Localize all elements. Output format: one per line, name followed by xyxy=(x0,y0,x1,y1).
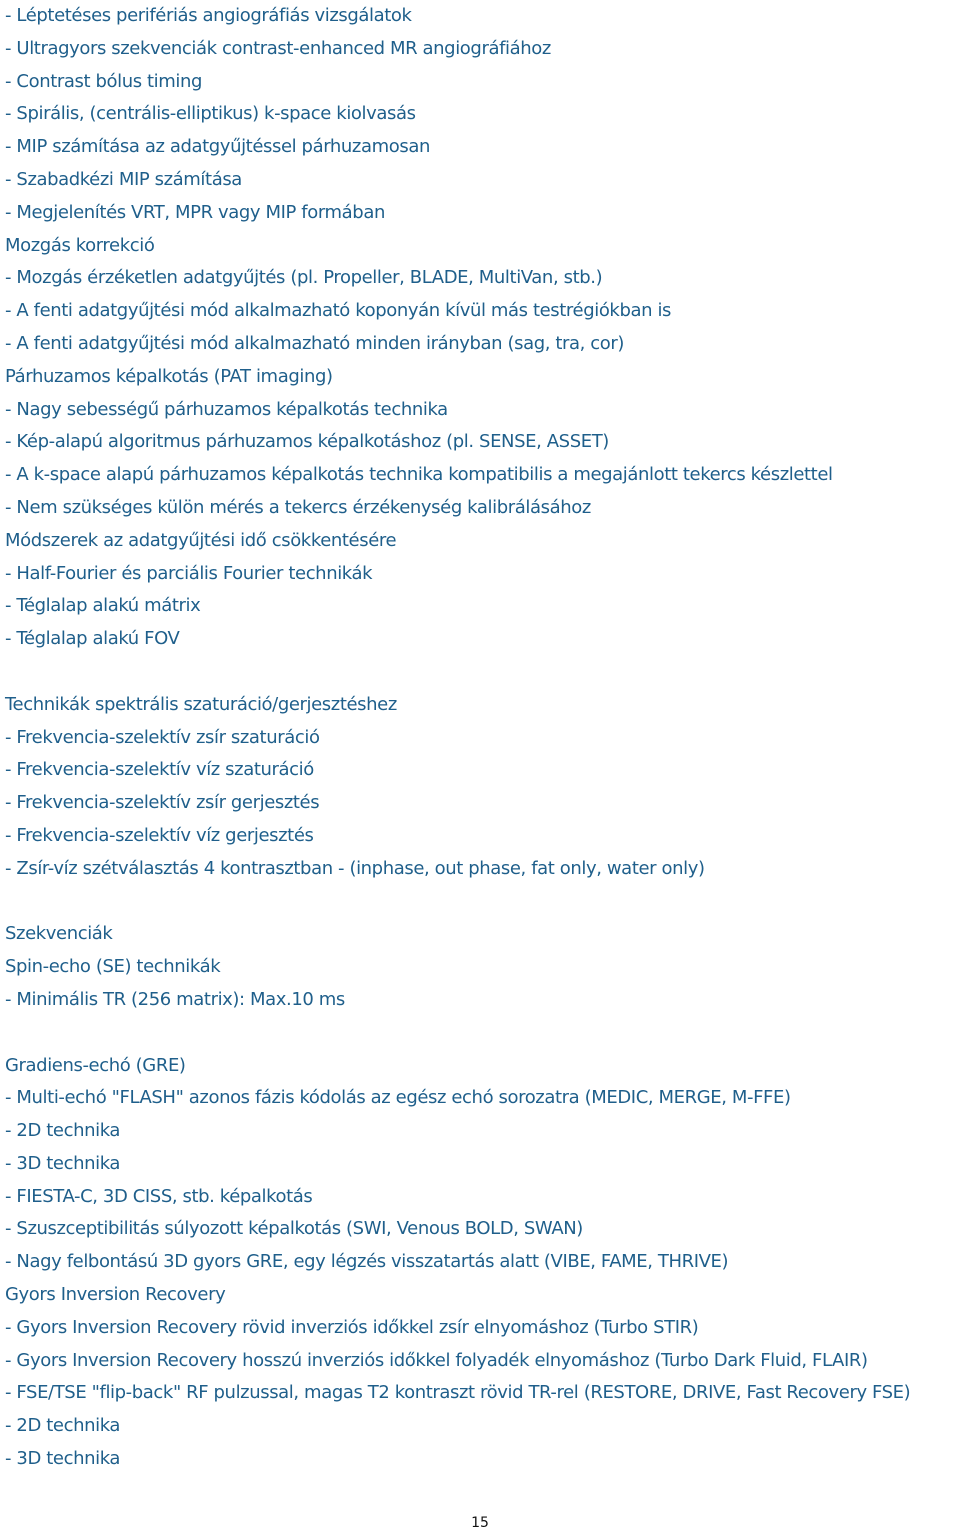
list-item: - Frekvencia-szelektív víz szaturáció xyxy=(5,759,314,781)
list-item: - Contrast bólus timing xyxy=(5,70,203,92)
list-item: - Szuszceptibilitás súlyozott képalkotás (SWI, Venous BOLD, SWAN) xyxy=(5,1218,583,1240)
list-item: - Frekvencia-szelektív víz gerjesztés xyxy=(5,824,314,846)
section-heading: Mozgás korrekció xyxy=(5,234,155,256)
list-item: - Mozgás érzéketlen adatgyűjtés (pl. Propeller, BLADE, MultiVan, stb.) xyxy=(5,267,603,289)
list-item: - Téglalap alakú mátrix xyxy=(5,595,201,617)
blank-line xyxy=(5,886,960,919)
list-item: - Minimális TR (256 matrix): Max.10 ms xyxy=(5,988,345,1010)
page-number: 15 xyxy=(471,1515,489,1531)
list-item: - Szabadkézi MIP számítása xyxy=(5,168,242,190)
list-item: - 2D technika xyxy=(5,1120,121,1142)
list-item: - A fenti adatgyűjtési mód alkalmazható koponyán kívül más testrégiókban is xyxy=(5,300,672,322)
list-item: - A k-space alapú párhuzamos képalkotás technika kompatibilis a megajánlott tekercs készlettel xyxy=(5,464,833,486)
list-item: - Frekvencia-szelektív zsír gerjesztés xyxy=(5,792,320,814)
list-item: - Frekvencia-szelektív zsír szaturáció xyxy=(5,726,320,748)
section-heading: Technikák spektrális szaturáció/gerjesztéshez xyxy=(5,693,397,715)
list-item: - Nagy sebességű párhuzamos képalkotás technika xyxy=(5,398,448,420)
list-item: - Half-Fourier és parciális Fourier technikák xyxy=(5,562,373,584)
list-item: - Gyors Inversion Recovery hosszú inverziós időkkel folyadék elnyomáshoz (Turbo Dark Fluid, FLAIR) xyxy=(5,1349,868,1371)
section-heading: Gradiens-echó (GRE) xyxy=(5,1054,186,1076)
list-item: - Ultragyors szekvenciák contrast-enhanced MR angiográfiához xyxy=(5,37,551,59)
list-item: - Megjelenítés VRT, MPR vagy MIP formában xyxy=(5,201,385,223)
list-item: - 3D technika xyxy=(5,1448,121,1470)
blank-line xyxy=(5,656,960,689)
section-heading: Gyors Inversion Recovery xyxy=(5,1284,226,1306)
section-heading: Spin-echo (SE) technikák xyxy=(5,956,221,978)
list-item: - Multi-echó "FLASH" azonos fázis kódolás az egész echó sorozatra (MEDIC, MERGE, M-FFE) xyxy=(5,1087,791,1109)
list-item: - 2D technika xyxy=(5,1415,121,1437)
list-item: - MIP számítása az adatgyűjtéssel párhuzamosan xyxy=(5,136,430,158)
list-item: - Spirális, (centrális-elliptikus) k-space kiolvasás xyxy=(5,103,416,125)
list-item: - Nagy felbontású 3D gyors GRE, egy légzés visszatartás alatt (VIBE, FAME, THRIVE) xyxy=(5,1251,729,1273)
section-heading: Módszerek az adatgyűjtési idő csökkentésére xyxy=(5,529,397,551)
section-heading: Párhuzamos képalkotás (PAT imaging) xyxy=(5,365,333,387)
list-item: - FSE/TSE "flip-back" RF pulzussal, magas T2 kontraszt rövid TR-rel (RESTORE, DRIVE, Fast Recovery FSE) xyxy=(5,1382,911,1404)
list-item: - Nem szükséges külön mérés a tekercs érzékenység kalibrálásához xyxy=(5,496,591,518)
list-item: - Zsír-víz szétválasztás 4 kontrasztban - (inphase, out phase, fat only, water only) xyxy=(5,857,705,879)
blank-line xyxy=(5,1017,960,1050)
list-item: - A fenti adatgyűjtési mód alkalmazható minden irányban (sag, tra, cor) xyxy=(5,332,625,354)
document-body xyxy=(5,0,960,1476)
list-item: - Léptetéses perifériás angiográfiás vizsgálatok xyxy=(5,5,412,26)
list-item: - 3D technika xyxy=(5,1152,121,1174)
list-item: - Gyors Inversion Recovery rövid inverziós időkkel zsír elnyomáshoz (Turbo STIR) xyxy=(5,1316,699,1338)
list-item: - FIESTA-C, 3D CISS, stb. képalkotás xyxy=(5,1185,313,1207)
section-heading: Szekvenciák xyxy=(5,923,113,945)
list-item: - Kép-alapú algoritmus párhuzamos képalkotáshoz (pl. SENSE, ASSET) xyxy=(5,431,609,453)
list-item: - Téglalap alakú FOV xyxy=(5,628,180,650)
